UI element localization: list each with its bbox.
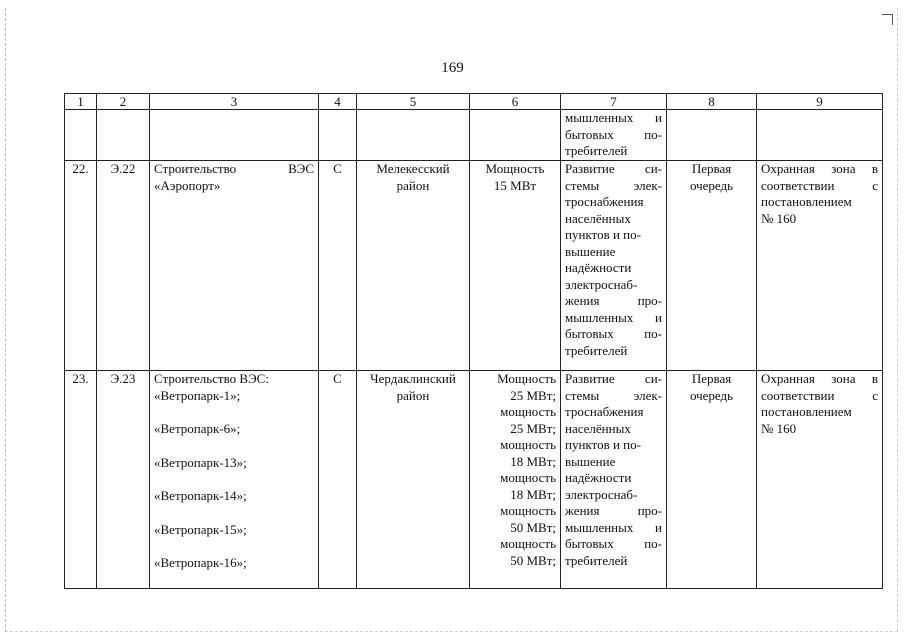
header-cell: 5 bbox=[357, 94, 470, 110]
table-row bbox=[65, 371, 883, 589]
text-line: 50 МВт; bbox=[510, 552, 556, 568]
cell bbox=[667, 110, 757, 161]
text-line: стемы элек- bbox=[565, 177, 662, 193]
text-line: стемы элек- bbox=[565, 387, 662, 403]
text-line: «Ветропарк-15»; bbox=[154, 521, 247, 537]
header-cell: 4 bbox=[319, 94, 357, 110]
text-line: 15 МВт bbox=[493, 177, 537, 193]
purpose-cell bbox=[561, 161, 667, 371]
corner-mark bbox=[882, 14, 893, 25]
header-cell: 1 bbox=[65, 94, 97, 110]
text-line: электроснаб- bbox=[565, 486, 638, 502]
text-line: жения про- bbox=[565, 503, 662, 518]
stage-cell bbox=[667, 371, 757, 589]
text-line: бытовых по- bbox=[565, 536, 662, 551]
text-line: «Ветропарк-1»; bbox=[154, 387, 241, 403]
object-name-cell bbox=[150, 161, 319, 371]
cell bbox=[319, 110, 357, 161]
text-line: пунктов и по- bbox=[565, 227, 641, 242]
district-cell bbox=[357, 371, 470, 589]
text-line: мышленных и bbox=[565, 110, 662, 125]
text-line: 18 МВт; bbox=[510, 453, 556, 469]
text-line: вышение bbox=[565, 243, 616, 259]
text-line: Первая bbox=[691, 161, 732, 176]
row-number: 22. bbox=[65, 161, 97, 371]
text-line: пунктов и по- bbox=[565, 437, 641, 452]
text-line: Развитие си- bbox=[565, 371, 662, 386]
text-line: постановлением bbox=[761, 404, 852, 419]
power-cell bbox=[470, 161, 561, 371]
text-line: мощность bbox=[500, 404, 556, 419]
text-line: соответствии с bbox=[761, 177, 878, 193]
document-table bbox=[64, 93, 883, 589]
text-line: № 160 bbox=[761, 210, 797, 226]
power-cell bbox=[470, 371, 561, 589]
object-name-cell bbox=[150, 371, 319, 589]
text-line: Мощность bbox=[485, 161, 545, 176]
text-line: № 160 bbox=[761, 420, 797, 436]
text-line: троснабжения bbox=[565, 404, 644, 419]
header-row bbox=[65, 94, 883, 110]
text-line: очередь bbox=[689, 177, 734, 193]
header-cell: 9 bbox=[757, 94, 883, 110]
text-line: очередь bbox=[689, 387, 734, 403]
status-cell: С bbox=[319, 371, 357, 589]
text-line: вышение bbox=[565, 453, 616, 469]
row-number: 23. bbox=[65, 371, 97, 589]
text-line: мышленных и bbox=[565, 309, 662, 325]
text-line: мощность bbox=[500, 503, 556, 518]
text-line: населённых bbox=[565, 420, 631, 436]
cell bbox=[470, 110, 561, 161]
text-line: 50 МВт; bbox=[510, 519, 556, 535]
text-line: «Ветропарк-16»; bbox=[154, 555, 247, 570]
text-line: бытовых по- bbox=[565, 126, 662, 142]
text-line: надёжности bbox=[565, 470, 632, 485]
row-code: Э.23 bbox=[97, 371, 150, 589]
row-code: Э.22 bbox=[97, 161, 150, 371]
purpose-cell bbox=[561, 110, 667, 161]
text-line: 18 МВт; bbox=[510, 486, 556, 502]
district-cell bbox=[357, 161, 470, 371]
text-line: район bbox=[396, 177, 430, 193]
text-line: Охранная зона в bbox=[761, 161, 878, 176]
cell bbox=[97, 110, 150, 161]
text-line: надёжности bbox=[565, 260, 632, 275]
text-line: мышленных и bbox=[565, 519, 662, 535]
text-line: электроснаб- bbox=[565, 276, 638, 292]
text-line: мощность bbox=[500, 536, 556, 551]
zone-cell bbox=[757, 371, 883, 589]
text-line: Мелекесский bbox=[376, 161, 450, 176]
cell bbox=[757, 110, 883, 161]
page-number: 169 bbox=[441, 60, 464, 76]
status-cell: С bbox=[319, 161, 357, 371]
text-line: Первая bbox=[691, 371, 732, 386]
purpose-cell bbox=[561, 371, 667, 589]
text-line: 25 МВт; bbox=[510, 387, 556, 403]
text-line: «Ветропарк-6»; bbox=[154, 421, 241, 436]
text-line: мощность bbox=[500, 470, 556, 485]
text-line: «Ветропарк-13»; bbox=[154, 454, 247, 470]
text-line: бытовых по- bbox=[565, 326, 662, 341]
stage-cell bbox=[667, 161, 757, 371]
zone-cell bbox=[757, 161, 883, 371]
text-line: Чердаклинский bbox=[370, 371, 456, 386]
cell bbox=[357, 110, 470, 161]
table-row bbox=[65, 161, 883, 371]
text-line: требителей bbox=[565, 552, 628, 568]
text-line: 25 МВт; bbox=[510, 420, 556, 436]
text-line: постановлением bbox=[761, 194, 852, 209]
text-line: Развитие си- bbox=[565, 161, 662, 176]
header-cell: 2 bbox=[97, 94, 150, 110]
text-line: «Аэропорт» bbox=[154, 177, 221, 193]
text-line: Охранная зона в bbox=[761, 371, 878, 386]
text-line: жения про- bbox=[565, 293, 662, 308]
text-line: Мощность bbox=[497, 371, 556, 386]
header-cell: 8 bbox=[667, 94, 757, 110]
continuation-row bbox=[65, 110, 883, 161]
header-cell: 7 bbox=[561, 94, 667, 110]
text-line: населённых bbox=[565, 210, 631, 226]
header-cell: 6 bbox=[470, 94, 561, 110]
cell bbox=[65, 110, 97, 161]
text-line: требителей bbox=[565, 143, 628, 158]
text-line: Строительство ВЭС: bbox=[154, 371, 269, 386]
text-line: Строительство ВЭС bbox=[154, 161, 314, 176]
cell bbox=[150, 110, 319, 161]
text-line: соответствии с bbox=[761, 387, 878, 403]
text-line: «Ветропарк-14»; bbox=[154, 488, 247, 503]
text-line: район bbox=[396, 387, 430, 403]
text-line: требителей bbox=[565, 342, 628, 358]
header-cell: 3 bbox=[150, 94, 319, 110]
text-line: троснабжения bbox=[565, 194, 644, 209]
text-line: мощность bbox=[500, 437, 556, 452]
